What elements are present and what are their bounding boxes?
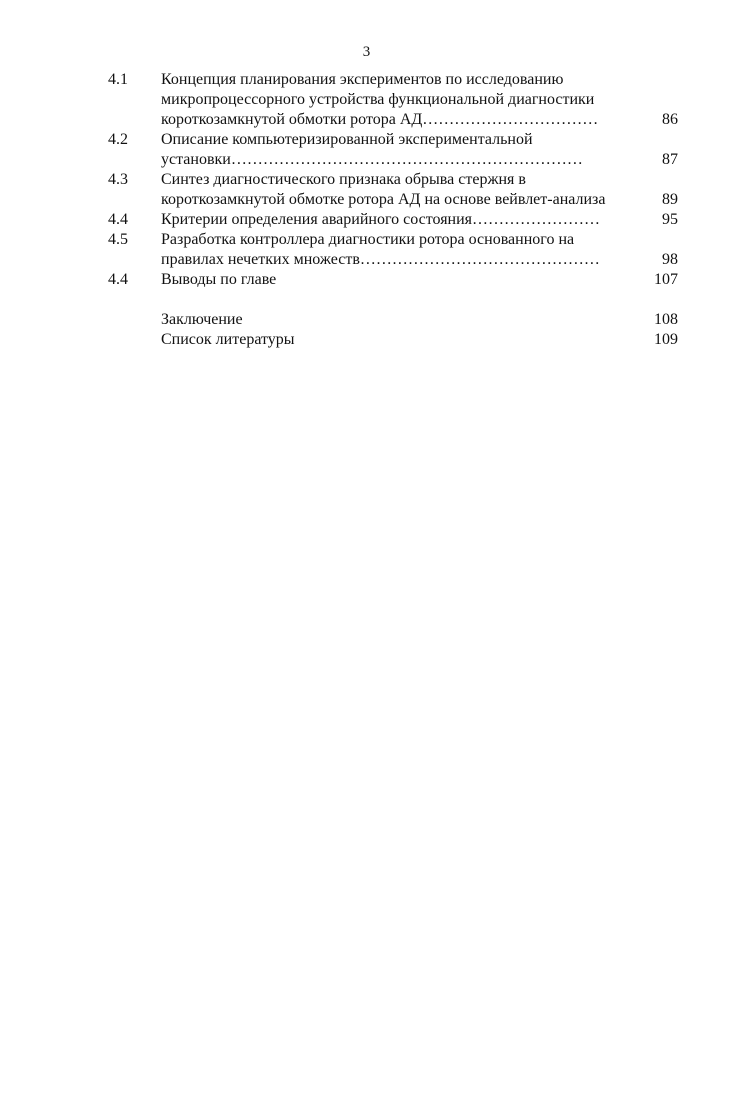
toc-entry-line: Список литературы xyxy=(161,331,295,348)
toc-entry-page: 107 xyxy=(654,271,678,288)
toc-entry-line: Критерии определения аварийного состояния…………………… xyxy=(161,211,601,228)
toc-entry-line: Выводы по главе xyxy=(161,271,277,288)
toc-entry-line: Описание компьютеризированной экспериментальной xyxy=(161,131,533,148)
toc-entry-line: установки………………………………………………………… xyxy=(161,151,583,168)
toc-entry xyxy=(108,170,678,210)
toc-entry-page: 86 xyxy=(662,111,678,128)
toc-entry-line: правилах нечетких множеств……………………………………… xyxy=(161,251,600,268)
toc-entry-number: 4.5 xyxy=(108,231,128,248)
toc-entry-number: 4.4 xyxy=(108,211,128,228)
toc-entry-number: 4.1 xyxy=(108,71,128,88)
toc-entry-references xyxy=(108,330,678,350)
toc-entry xyxy=(108,210,678,230)
toc-entry xyxy=(108,230,678,270)
toc-entry-line: Концепция планирования экспериментов по исследованию xyxy=(161,71,564,88)
toc-entry xyxy=(108,130,678,170)
toc-entry-line: микропроцессорного устройства функциональной диагностики xyxy=(161,91,595,108)
toc-spacer xyxy=(108,290,678,310)
toc-entry-line: Синтез диагностического признака обрыва стержня в xyxy=(161,171,526,188)
toc-entry-page: 87 xyxy=(662,151,678,168)
toc-entry-number: 4.3 xyxy=(108,171,128,188)
toc-entry-number: 4.2 xyxy=(108,131,128,148)
toc-entry-line: Заключение xyxy=(161,311,243,328)
page-number: 3 xyxy=(362,44,371,60)
toc-entry-conclusion xyxy=(108,310,678,330)
toc-entry-line: Разработка контроллера диагностики ротора основанного на xyxy=(161,231,575,248)
toc-entry-page: 89 xyxy=(662,191,678,208)
toc-entry-page: 95 xyxy=(662,211,678,228)
toc-entry-number: 4.4 xyxy=(108,271,128,288)
table-of-contents xyxy=(108,70,678,350)
toc-entry-page: 98 xyxy=(662,251,678,268)
toc-entry xyxy=(108,70,678,130)
toc-entry xyxy=(108,270,678,290)
toc-entry-page: 108 xyxy=(654,311,678,328)
toc-entry-line: короткозамкнутой обмотке ротора АД на основе вейвлет-анализа xyxy=(161,191,606,208)
toc-entry-page: 109 xyxy=(654,331,678,348)
toc-entry-line: короткозамкнутой обмотки ротора АД…………………………… xyxy=(161,111,599,128)
